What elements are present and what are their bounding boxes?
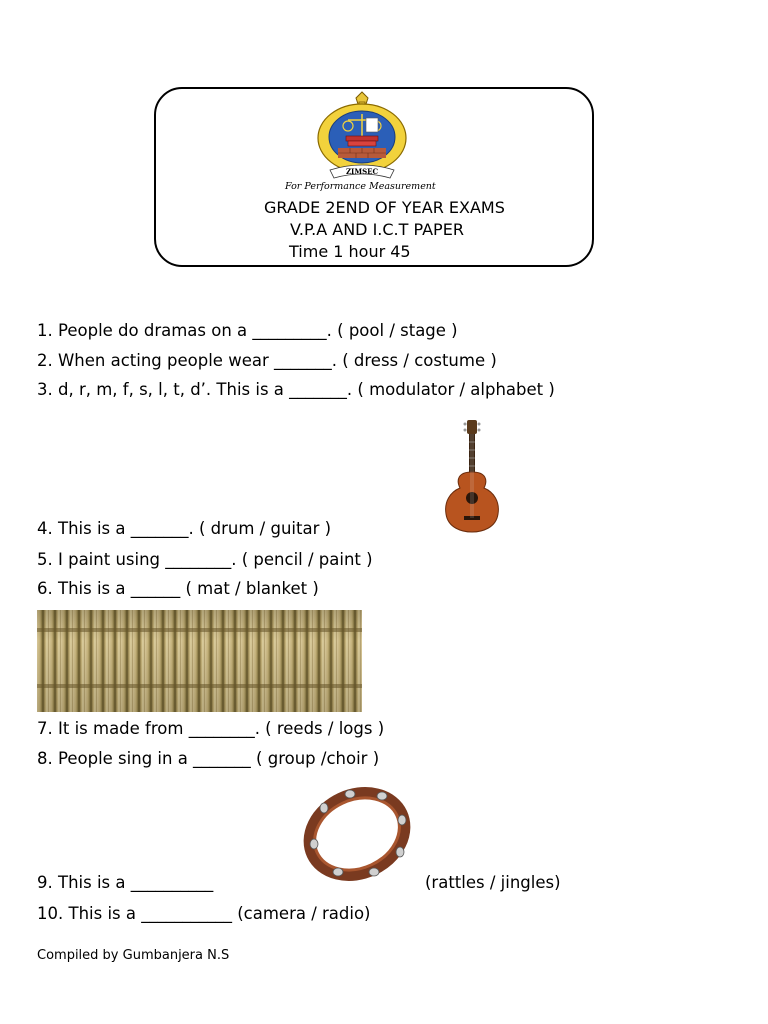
question-6: 6. This is a ______ ( mat / blanket ) <box>37 579 319 598</box>
footer-credit: Compiled by Gumbanjera N.S <box>37 948 230 963</box>
question-1: 1. People do dramas on a _________. ( pool / stage ) <box>37 321 458 340</box>
question-5: 5. I paint using ________. ( pencil / paint ) <box>37 550 373 569</box>
question-8: 8. People sing in a _______ ( group /choir ) <box>37 749 380 768</box>
guitar-image <box>436 420 508 535</box>
reed-mat-image <box>37 610 362 712</box>
exam-title: GRADE 2END OF YEAR EXAMS <box>264 198 505 217</box>
question-9-options: (rattles / jingles) <box>425 873 561 892</box>
question-4: 4. This is a _______. ( drum / guitar ) <box>37 519 332 538</box>
time-allowed: Time 1 hour 45 <box>289 242 411 261</box>
question-10: 10. This is a ___________ (camera / radio) <box>37 904 371 923</box>
question-3: 3. d, r, m, f, s, l, t, d’. This is a _______. ( modulator / alphabet ) <box>37 380 555 399</box>
paper-title: V.P.A AND I.C.T PAPER <box>290 220 464 239</box>
question-7: 7. It is made from ________. ( reeds / logs ) <box>37 719 385 738</box>
question-9: 9. This is a __________ <box>37 873 214 892</box>
question-2: 2. When acting people wear _______. ( dress / costume ) <box>37 351 497 370</box>
motto-text: For Performance Measurement <box>285 181 436 192</box>
tambourine-image <box>302 786 412 882</box>
logo-text: ZIMSEC <box>345 167 379 176</box>
zimsec-logo <box>312 90 412 180</box>
